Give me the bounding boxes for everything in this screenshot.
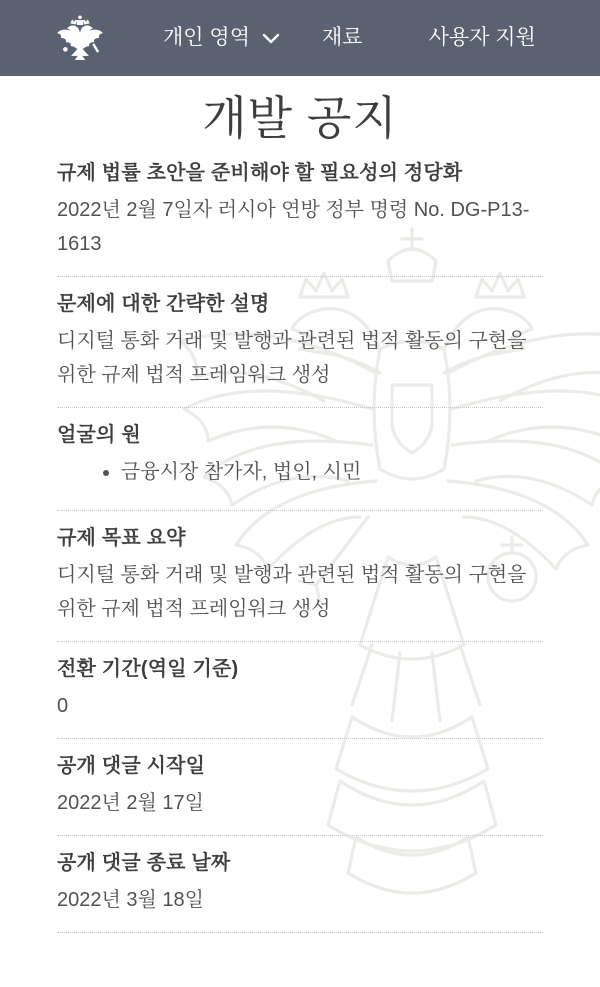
section-body: 디지털 통화 거래 및 발행과 관련된 법적 활동의 구현을 위한 규제 법적 프레임워크 생성 [57,563,527,620]
coat-of-arms-logo-icon [54,8,106,68]
section-heading: 공개 댓글 시작일 [57,754,206,777]
nav-personal-area[interactable] [142,0,301,76]
section-affected-parties [57,408,543,511]
section-heading: 얼굴의 원 [57,423,141,446]
section-brief-description [57,277,543,408]
section-regulation-goal [57,511,543,642]
nav-user-support[interactable] [408,0,557,76]
section-body: 2022년 2월 17일 [57,791,204,814]
section-comment-end-date [57,836,543,933]
section-heading: 공개 댓글 종료 날짜 [57,851,231,874]
section-comment-start-date [57,739,543,836]
top-navbar [0,0,600,76]
section-body: 2022년 3월 18일 [57,888,204,911]
page-title: 개발 공지 [202,92,398,144]
notice-content [0,90,600,933]
section-body: 디지털 통화 거래 및 발행과 관련된 법적 활동의 구현을 위한 규제 법적 프레임워크 생성 [57,329,527,386]
section-bullet-list [57,455,543,489]
list-item: • 금융시장 참가자, 법인, 시민 [121,455,543,489]
nav-materials[interactable] [301,0,384,76]
section-transition-period [57,642,543,739]
chevron-down-icon [262,33,280,44]
section-justification [57,148,543,277]
section-body: 0 [57,694,69,717]
section-body: 2022년 2월 7일자 러시아 연방 정부 명령 No. DG-P13-1613 [57,198,530,255]
section-heading: 규제 법률 초안을 준비해야 할 필요성의 정당화 [57,161,463,184]
nav-personal-area-label: 개인 영역 [163,26,250,49]
nav-user-support-label: 사용자 지원 [428,26,536,49]
section-heading: 전환 기간(역일 기준) [57,657,239,680]
main-nav [142,0,557,76]
section-heading: 문제에 대한 간략한 설명 [57,292,270,315]
section-heading: 규제 목표 요약 [57,526,186,549]
nav-materials-label: 재료 [321,26,363,49]
